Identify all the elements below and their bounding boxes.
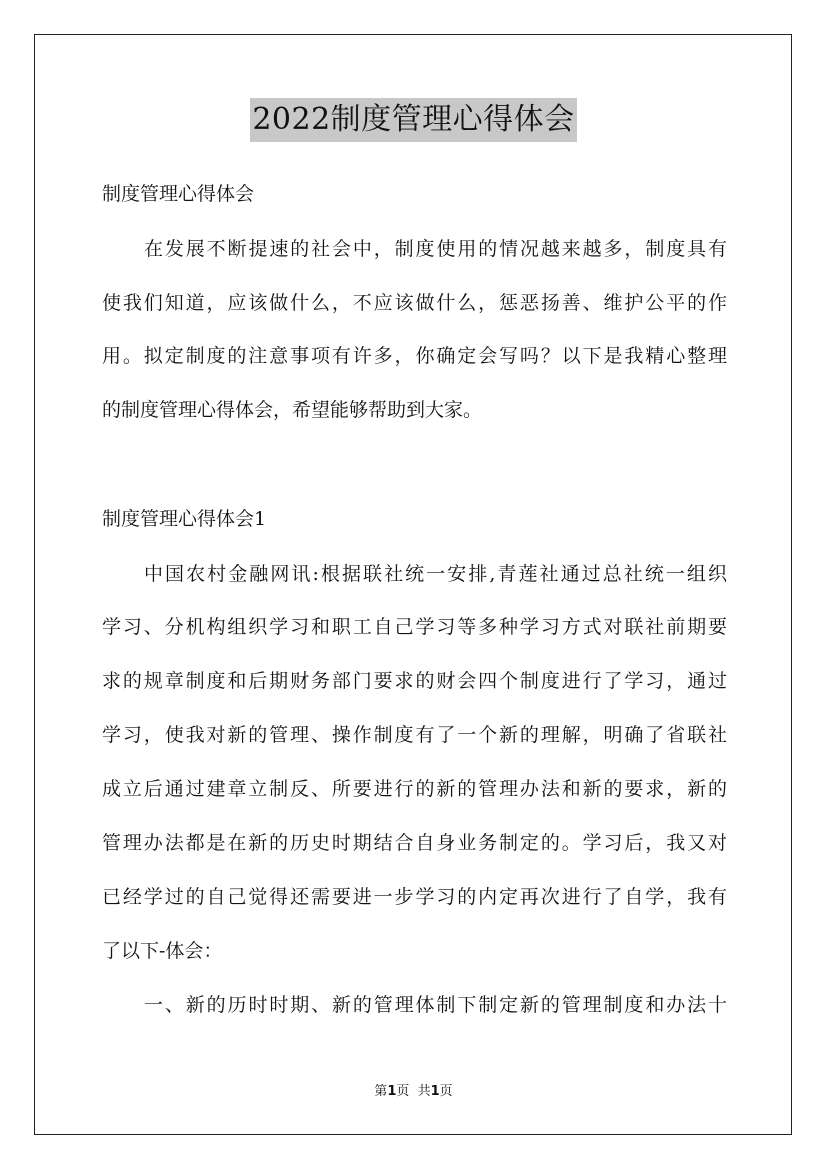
section1-paragraph-line: 学习，使我对新的管理、操作制度有了一个新的理解，明确了省联社 bbox=[102, 724, 727, 746]
footer-mid: 页 共 bbox=[396, 1084, 431, 1099]
section1-paragraph-line: 学习、分机构组织学习和职工自己学习等多种学习方式对联社前期要 bbox=[102, 616, 727, 638]
section1-paragraph-line: 求的规章制度和后期财务部门要求的财会四个制度进行了学习，通过 bbox=[102, 670, 727, 692]
footer-page-number: 1 bbox=[387, 1084, 397, 1099]
page-footer bbox=[0, 1083, 827, 1101]
section1-heading: 制度管理心得体会1 bbox=[102, 508, 267, 530]
footer-total-pages: 1 bbox=[430, 1084, 440, 1099]
intro-paragraph-line: 在发展不断提速的社会中，制度使用的情况越来越多，制度具有 bbox=[144, 238, 727, 260]
footer-prefix: 第 bbox=[374, 1084, 388, 1099]
section1-paragraph-line: 管理办法都是在新的历史时期结合自身业务制定的。学习后，我又对 bbox=[102, 832, 727, 854]
footer-suffix: 页 bbox=[439, 1084, 453, 1099]
section1-paragraph-line: 已经学过的自己觉得还需要进一步学习的内定再次进行了自学，我有 bbox=[102, 886, 727, 908]
intro-paragraph-line: 用。拟定制度的注意事项有许多，你确定会写吗？以下是我精心整理 bbox=[102, 345, 727, 367]
section1-paragraph-line: 成立后通过建章立制反、所要进行的新的管理办法和新的要求，新的 bbox=[102, 778, 727, 800]
title-wrap bbox=[0, 98, 827, 142]
point1-line: 一、新的历时时期、新的管理体制下制定新的管理制度和办法十 bbox=[144, 994, 727, 1016]
intro-paragraph-line: 的制度管理心得体会，希望能够帮助到大家。 bbox=[102, 399, 483, 421]
intro-paragraph-line: 使我们知道，应该做什么，不应该做什么，惩恶扬善、维护公平的作 bbox=[102, 292, 727, 314]
section1-paragraph-line: 了以下-体会： bbox=[102, 940, 223, 962]
document-title: 2022制度管理心得体会 bbox=[250, 98, 576, 142]
section1-paragraph-line: 中国农村金融网讯:根据联社统一安排,青莲社通过总社统一组织 bbox=[144, 563, 727, 585]
intro-heading: 制度管理心得体会 bbox=[102, 183, 255, 205]
